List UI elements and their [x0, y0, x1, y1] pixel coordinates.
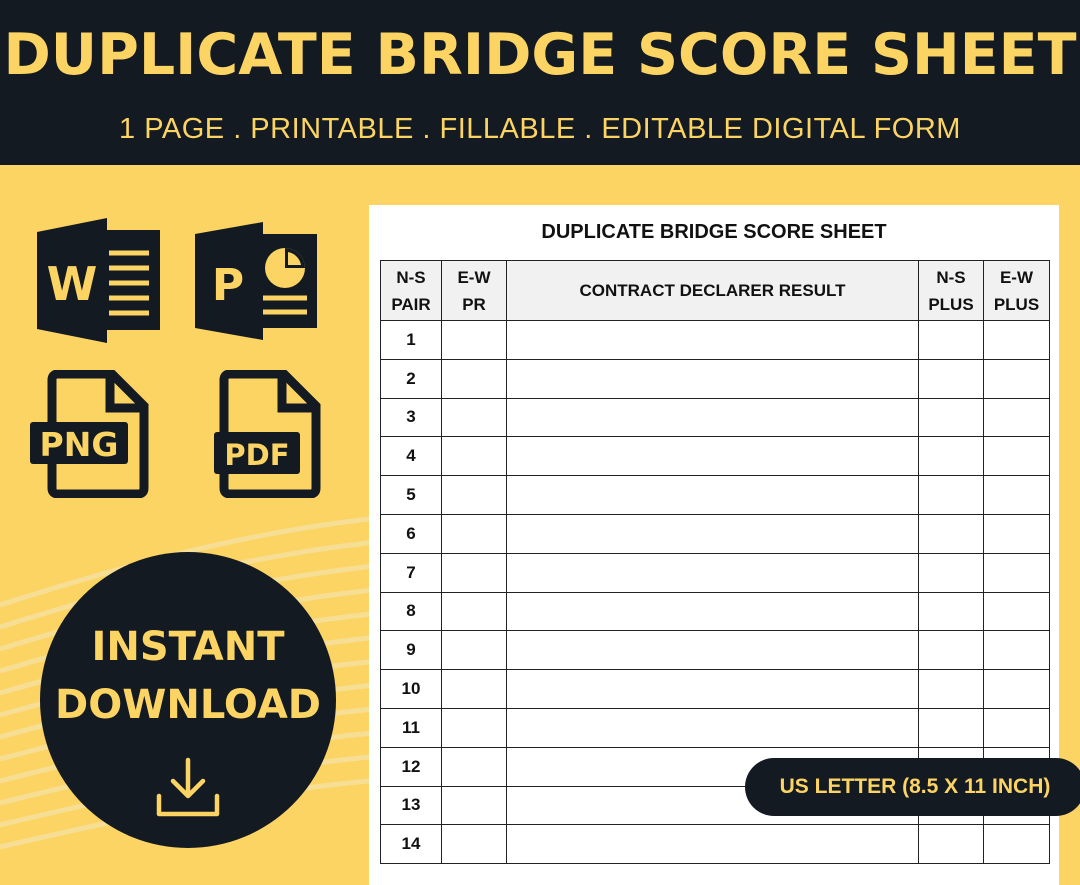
score-cell[interactable] [984, 553, 1050, 592]
instant-label: INSTANT [91, 624, 285, 670]
score-cell[interactable] [984, 825, 1050, 864]
header-line: PAIR [391, 294, 431, 314]
score-cell[interactable] [442, 437, 507, 476]
word-file-icon [37, 218, 162, 343]
table-row [381, 398, 1050, 437]
sheet-title: DUPLICATE BRIDGE SCORE SHEET [541, 221, 887, 243]
score-cell[interactable] [442, 321, 507, 360]
row-number: 12 [381, 747, 442, 786]
download-icon [153, 754, 223, 824]
score-cell[interactable] [442, 631, 507, 670]
column-header-ns-pair [381, 261, 442, 321]
column-header-ew-pr [442, 261, 507, 321]
row-number: 7 [381, 553, 442, 592]
score-cell[interactable] [442, 708, 507, 747]
header-line: PLUS [993, 294, 1040, 314]
score-cell[interactable] [919, 359, 984, 398]
score-cell[interactable] [507, 708, 919, 747]
download-label: DOWNLOAD [55, 682, 321, 728]
column-header-contract [507, 261, 919, 321]
row-number: 3 [381, 398, 442, 437]
score-cell[interactable] [507, 437, 919, 476]
score-cell[interactable] [919, 553, 984, 592]
score-cell[interactable] [507, 476, 919, 515]
score-cell[interactable] [984, 359, 1050, 398]
header-line: N-S [396, 267, 426, 287]
score-cell[interactable] [442, 786, 507, 825]
pdf-icon-label: PDF [224, 438, 290, 472]
row-number: 9 [381, 631, 442, 670]
table-row [381, 670, 1050, 709]
png-icon-label: PNG [39, 425, 119, 464]
header-banner [0, 0, 1080, 165]
score-cell[interactable] [442, 553, 507, 592]
score-cell[interactable] [919, 476, 984, 515]
score-cell[interactable] [507, 825, 919, 864]
header-line: E-W [999, 267, 1034, 287]
row-number: 14 [381, 825, 442, 864]
score-cell[interactable] [919, 708, 984, 747]
score-cell[interactable] [919, 321, 984, 360]
powerpoint-icon-letter: P [211, 260, 245, 311]
row-number: 1 [381, 321, 442, 360]
table-row [381, 825, 1050, 864]
score-cell[interactable] [507, 553, 919, 592]
score-cell[interactable] [919, 825, 984, 864]
table-row [381, 592, 1050, 631]
score-cell[interactable] [984, 321, 1050, 360]
row-number: 8 [381, 592, 442, 631]
header-line: N-S [936, 267, 966, 287]
table-row [381, 708, 1050, 747]
score-cell[interactable] [984, 514, 1050, 553]
score-cell[interactable] [507, 514, 919, 553]
pdf-file-icon [212, 370, 322, 498]
row-number: 5 [381, 476, 442, 515]
score-cell[interactable] [919, 631, 984, 670]
score-cell[interactable] [984, 670, 1050, 709]
header-line: E-W [457, 267, 491, 287]
table-row [381, 359, 1050, 398]
row-number: 10 [381, 670, 442, 709]
row-number: 6 [381, 514, 442, 553]
score-cell[interactable] [442, 670, 507, 709]
score-cell[interactable] [507, 321, 919, 360]
header-line: PR [462, 294, 486, 314]
score-cell[interactable] [919, 514, 984, 553]
row-number: 13 [381, 786, 442, 825]
page-subtitle: 1 PAGE . PRINTABLE . FILLABLE . EDITABLE DIGITAL FORM [119, 113, 961, 145]
word-icon-letter: W [46, 257, 98, 311]
table-row [381, 514, 1050, 553]
header-line: CONTRACT DECLARER RESULT [579, 281, 846, 300]
paper-size-label: US LETTER (8.5 X 11 INCH) [779, 775, 1051, 798]
score-cell[interactable] [507, 592, 919, 631]
score-cell[interactable] [442, 592, 507, 631]
powerpoint-file-icon [195, 222, 320, 340]
row-number: 4 [381, 437, 442, 476]
table-row [381, 553, 1050, 592]
score-cell[interactable] [442, 476, 507, 515]
png-file-icon [30, 370, 150, 498]
score-cell[interactable] [507, 670, 919, 709]
instant-download-badge [40, 552, 336, 848]
page-title: DUPLICATE BRIDGE SCORE SHEET [3, 22, 1077, 88]
table-row [381, 437, 1050, 476]
table-row [381, 321, 1050, 360]
score-cell[interactable] [984, 476, 1050, 515]
score-cell[interactable] [507, 359, 919, 398]
row-number: 2 [381, 359, 442, 398]
score-cell[interactable] [442, 825, 507, 864]
paper-size-badge [745, 758, 1080, 816]
score-cell[interactable] [984, 592, 1050, 631]
score-cell[interactable] [507, 631, 919, 670]
score-cell[interactable] [442, 398, 507, 437]
score-cell[interactable] [984, 708, 1050, 747]
score-cell[interactable] [442, 359, 507, 398]
score-cell[interactable] [919, 437, 984, 476]
score-cell[interactable] [984, 398, 1050, 437]
score-cell[interactable] [442, 747, 507, 786]
score-cell[interactable] [507, 398, 919, 437]
column-header-ns-plus [919, 261, 984, 321]
score-cell[interactable] [919, 592, 984, 631]
score-cell[interactable] [984, 437, 1050, 476]
score-cell[interactable] [919, 398, 984, 437]
header-line: PLUS [928, 294, 974, 314]
score-cell[interactable] [984, 631, 1050, 670]
score-cell[interactable] [919, 670, 984, 709]
score-cell[interactable] [442, 514, 507, 553]
column-header-ew-plus [984, 261, 1050, 321]
table-row [381, 631, 1050, 670]
table-header-row [381, 261, 1050, 321]
table-row [381, 476, 1050, 515]
row-number: 11 [381, 708, 442, 747]
